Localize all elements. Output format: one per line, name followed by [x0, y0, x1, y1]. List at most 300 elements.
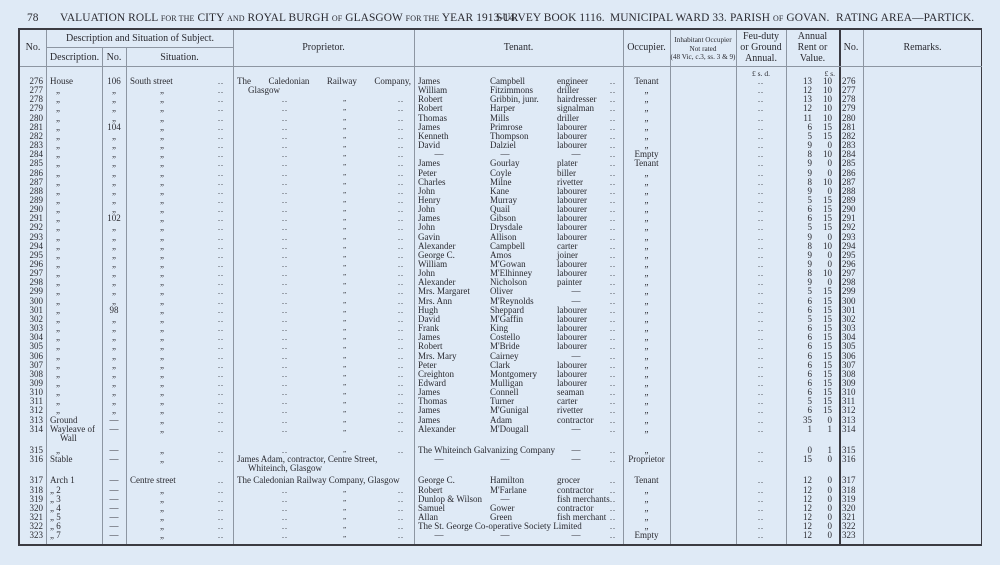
tenant-occupation: labourer: [557, 259, 587, 269]
feu-duty: ..: [758, 513, 764, 523]
ditto-dots: ..: [282, 351, 288, 361]
entry-number: 278: [29, 94, 43, 105]
description: „: [56, 341, 60, 352]
rent-pounds: 6: [807, 387, 812, 398]
leader-dots: ..: [218, 95, 224, 105]
rent-shillings: 15: [823, 323, 832, 334]
ditto-dots: ..: [282, 342, 288, 352]
ditto-dots: ..: [398, 241, 404, 251]
tenant-surname: Turner: [490, 396, 515, 407]
rent-pounds: 8: [807, 268, 812, 279]
feu-duty: ..: [758, 250, 764, 260]
tenant-occupation: rivetter: [557, 405, 583, 416]
house-number: „: [112, 204, 116, 215]
situation: „: [160, 213, 164, 224]
entry-number: 288: [29, 185, 43, 196]
tenant-first-name: James: [418, 76, 440, 86]
entry-number: 293: [29, 231, 43, 242]
situation: „: [160, 405, 164, 416]
ditto-mark: „: [343, 397, 347, 406]
ditto-dots: ..: [282, 104, 288, 114]
leader-dots: ..: [610, 269, 616, 279]
house-number: —: [109, 454, 119, 465]
situation: „: [160, 85, 164, 96]
ditto-dots: ..: [398, 278, 404, 288]
rent-pounds: 12: [803, 521, 812, 532]
col-header-description-group: Description and Situation of Subject.: [65, 33, 215, 44]
situation: „: [160, 387, 164, 398]
leader-dots: ..: [218, 513, 224, 523]
entry-number: 305: [29, 341, 43, 352]
feu-duty: ..: [758, 305, 764, 315]
tenant-first-name: Robert: [418, 103, 443, 114]
situation: „: [160, 158, 164, 169]
description: „: [56, 387, 60, 398]
rent-pounds: 6: [807, 341, 812, 352]
rent-shillings: 15: [823, 313, 832, 324]
situation: „: [160, 484, 164, 495]
house-number: —: [109, 475, 119, 486]
proprietor: The Caledonian Railway Company,: [237, 76, 411, 86]
occupier-status: „: [644, 512, 649, 523]
ditto-dots: ..: [398, 260, 404, 269]
rent-units: £ s.: [824, 69, 835, 78]
entry-number-right: 278: [842, 94, 856, 105]
leader-dots: ..: [218, 250, 224, 260]
feu-duty: ..: [758, 424, 764, 434]
ditto-dots: ..: [398, 415, 404, 425]
tenant-surname: Connell: [490, 387, 519, 398]
rent-shillings: 15: [823, 304, 832, 315]
leader-dots: ..: [610, 476, 616, 486]
house-number: 106: [107, 76, 121, 86]
description: „: [56, 295, 60, 306]
rent-shillings: 15: [823, 359, 832, 370]
tenant-surname: M'Gaffin: [490, 313, 523, 324]
tenant-surname: Coyle: [490, 167, 512, 178]
leader-dots: ..: [610, 296, 616, 306]
ditto-dots: ..: [282, 324, 288, 334]
feu-duty: ..: [758, 195, 764, 205]
tenant-surname: Green: [490, 512, 512, 523]
tenant-surname: —: [500, 493, 510, 504]
entry-number-right: 294: [842, 240, 856, 251]
tenant-surname: Gibson: [490, 213, 517, 224]
feu-duty: ..: [758, 104, 764, 114]
entry-number: 290: [29, 204, 43, 215]
entry-number: 321: [29, 512, 43, 523]
tenant-surname: Montgomery: [490, 368, 537, 379]
house-number: „: [112, 341, 116, 352]
ditto-dots: ..: [398, 159, 404, 169]
leader-dots: ..: [218, 168, 224, 178]
leader-dots: ..: [218, 296, 224, 306]
occupier-status: Proprietor: [628, 454, 665, 465]
description: Arch 1: [50, 475, 75, 486]
description: „: [56, 445, 60, 455]
feu-duty: ..: [758, 241, 764, 251]
entry-number: 279: [29, 103, 43, 114]
ditto-dots: ..: [398, 131, 404, 141]
situation: „: [160, 112, 164, 123]
occupier-status: „: [644, 249, 649, 260]
house-number: 102: [107, 213, 121, 224]
description: Stable: [50, 454, 73, 465]
occupier-status: „: [644, 332, 649, 343]
entry-number: 308: [29, 368, 43, 379]
ditto-dots: ..: [398, 250, 404, 260]
ditto-dots: ..: [282, 305, 288, 315]
ditto-dots: ..: [282, 287, 288, 297]
description: „: [56, 185, 60, 196]
occupier-status: „: [644, 323, 649, 334]
situation: „: [160, 194, 164, 205]
entry-number-right: 276: [842, 76, 856, 86]
tenant-first-name: Charles: [418, 176, 446, 187]
ditto-mark: „: [343, 388, 347, 397]
situation: „: [160, 259, 164, 269]
situation: „: [160, 304, 164, 315]
leader-dots: ..: [218, 260, 224, 269]
ditto-mark: „: [343, 314, 347, 323]
description: Ground: [50, 414, 78, 425]
occupier-status: „: [644, 121, 649, 132]
tenant-occupation: labourer: [557, 121, 587, 132]
occupier-status: „: [644, 502, 649, 513]
tenant-occupation: plater: [557, 158, 578, 169]
rent-pounds: 6: [807, 332, 812, 343]
situation: „: [160, 149, 164, 160]
rent-pounds: 6: [807, 121, 812, 132]
rent-shillings: 0: [827, 502, 832, 513]
situation: „: [160, 286, 164, 297]
leader-dots: ..: [610, 503, 616, 513]
ditto-dots: ..: [282, 424, 288, 434]
entry-number-right: 299: [842, 286, 856, 297]
feu-duty: ..: [758, 415, 764, 425]
situation: „: [160, 103, 164, 114]
description: „: [56, 149, 60, 160]
feu-duty: ..: [758, 388, 764, 398]
rent-pounds: 9: [807, 167, 812, 178]
occupier-status: „: [644, 414, 649, 425]
ditto-mark: „: [343, 369, 347, 378]
ditto-dots: ..: [398, 223, 404, 233]
tenant-occupation: labourer: [557, 204, 587, 215]
occupier-status: „: [644, 387, 649, 398]
entry-number-right: 293: [842, 231, 856, 242]
ditto-dots: ..: [398, 369, 404, 379]
situation: Centre street: [130, 475, 176, 486]
entry-number-right: 311: [842, 396, 856, 407]
occupier-status: „: [644, 213, 649, 224]
ditto-dots: ..: [398, 177, 404, 187]
rent-shillings: 15: [823, 130, 832, 141]
tenant-surname: Sheppard: [490, 304, 524, 315]
rent-pounds: 35: [803, 414, 812, 425]
house-number: —: [109, 414, 119, 425]
leader-dots: ..: [218, 186, 224, 196]
entry-number-right: 321: [842, 512, 856, 523]
tenant-first-name: —: [434, 530, 444, 541]
rent-shillings: 0: [827, 521, 832, 532]
tenant-occupation: rivetter: [557, 176, 583, 187]
leader-dots: ..: [610, 278, 616, 288]
ditto-dots: ..: [398, 214, 404, 224]
ditto-dots: ..: [398, 122, 404, 132]
description: „ 5: [50, 512, 61, 523]
rent-shillings: 0: [827, 249, 832, 260]
description: „ 3: [50, 493, 61, 504]
rent-shillings: 10: [823, 112, 832, 123]
house-number: „: [112, 295, 116, 306]
description: „ 6: [50, 521, 61, 532]
tenant-first-name: Mrs. Margaret: [418, 286, 470, 297]
col-header-no: No.: [25, 42, 41, 53]
tenant-first-name: Robert: [418, 484, 443, 495]
ditto-dots: ..: [282, 360, 288, 370]
situation: „: [160, 130, 164, 141]
leader-dots: ..: [610, 305, 616, 315]
rent-pounds: 13: [803, 94, 812, 105]
feu-duty: ..: [758, 214, 764, 224]
ditto-dots: ..: [398, 522, 404, 532]
ditto-dots: ..: [398, 168, 404, 178]
tenant-first-name: Peter: [418, 167, 437, 178]
leader-dots: ..: [218, 287, 224, 297]
rent-shillings: 0: [827, 231, 832, 242]
occupier-status: „: [644, 85, 649, 96]
entry-number-right: 290: [842, 204, 856, 215]
tenant-surname: Oliver: [490, 286, 513, 297]
description: „: [56, 130, 60, 141]
house-number: „: [112, 140, 116, 151]
ditto-mark: „: [343, 232, 347, 241]
leader-dots: ..: [610, 131, 616, 141]
description: „: [56, 231, 60, 242]
occupier-status: „: [644, 94, 649, 105]
leader-dots: ..: [610, 77, 616, 86]
tenant-occupation: labourer: [557, 341, 587, 352]
occupier-status: „: [644, 268, 649, 279]
tenant-first-name: Creighton: [418, 368, 454, 379]
ditto-dots: ..: [398, 269, 404, 279]
leader-dots: ..: [218, 113, 224, 123]
tenant-first-name: Thomas: [418, 396, 447, 407]
occupier-status: Empty: [634, 149, 659, 160]
leader-dots: ..: [610, 86, 616, 96]
description: Wayleave of: [50, 423, 95, 434]
rent-pounds: 12: [803, 103, 812, 114]
tenant-occupation: signalman: [557, 103, 594, 114]
situation: „: [160, 140, 164, 151]
rent-shillings: 10: [823, 268, 832, 279]
feu-duty: ..: [758, 397, 764, 407]
entry-number-right: 302: [842, 313, 856, 324]
entry-number-right: 284: [842, 149, 856, 160]
house-number: „: [112, 231, 116, 242]
tenant-surname: Amos: [490, 249, 512, 260]
occupier-status: „: [644, 103, 649, 114]
entry-number: 291: [29, 213, 43, 224]
ditto-dots: ..: [398, 195, 404, 205]
occupier-status: Tenant: [634, 76, 659, 86]
rent-shillings: 0: [827, 167, 832, 178]
tenant-surname: M'Gunigal: [490, 405, 529, 416]
leader-dots: ..: [610, 113, 616, 123]
tenant-occupation: labourer: [557, 130, 587, 141]
ditto-mark: „: [343, 278, 347, 287]
occupier-status: „: [644, 445, 649, 455]
entry-number: 307: [29, 359, 43, 370]
entry-number: 277: [29, 85, 43, 96]
ditto-mark: „: [343, 351, 347, 360]
ditto-mark: „: [343, 159, 347, 168]
ditto-mark: „: [343, 531, 347, 540]
tenant-first-name: David: [418, 140, 440, 151]
ditto-mark: „: [343, 485, 347, 494]
ditto-dots: ..: [282, 513, 288, 523]
ditto-mark: „: [343, 260, 347, 268]
leader-dots: ..: [218, 351, 224, 361]
rent-pounds: 9: [807, 277, 812, 288]
entry-number-right: 318: [842, 484, 856, 495]
rent-shillings: 15: [823, 405, 832, 416]
description: „ 7: [50, 530, 61, 541]
leader-dots: ..: [218, 150, 224, 160]
feu-duty: ..: [758, 446, 764, 455]
situation: „: [160, 377, 164, 388]
tenant-first-name: James: [418, 405, 440, 416]
description: „: [56, 213, 60, 224]
rent-pounds: 1: [807, 423, 812, 434]
description: „: [56, 112, 60, 123]
description: „: [56, 359, 60, 370]
tenant-surname: M'Elhinney: [490, 268, 533, 279]
entry-number: 312: [29, 405, 43, 416]
house-number: „: [112, 222, 116, 233]
tenant-first-name: George C.: [418, 475, 455, 486]
entry-number: 311: [29, 396, 43, 407]
entry-number-right: 304: [842, 332, 856, 343]
ditto-dots: ..: [398, 446, 404, 455]
tenant-first-name: James: [418, 213, 440, 224]
situation: „: [160, 368, 164, 379]
ditto-dots: ..: [282, 232, 288, 242]
rent-pounds: 5: [807, 396, 812, 407]
tenant-surname: Clark: [490, 359, 510, 370]
tenant-first-name: Robert: [418, 341, 443, 352]
rent-pounds: 5: [807, 194, 812, 205]
feu-duty: ..: [758, 378, 764, 388]
occupier-status: „: [644, 130, 649, 141]
entry-number: 322: [29, 521, 43, 532]
leader-dots: ..: [218, 223, 224, 233]
tenant-first-name: Gavin: [418, 231, 440, 242]
ditto-dots: ..: [282, 186, 288, 196]
feu-duty: ..: [758, 351, 764, 361]
feu-duty: ..: [758, 476, 764, 486]
ditto-dots: ..: [398, 296, 404, 306]
house-number: —: [109, 493, 119, 504]
proprietor: James Adam, contractor, Centre Street,: [237, 454, 378, 465]
description: „: [56, 313, 60, 324]
ditto-dots: ..: [398, 232, 404, 242]
leader-dots: ..: [610, 214, 616, 224]
tenant-first-name: John: [418, 222, 436, 233]
leader-dots: ..: [610, 415, 616, 425]
tenant-occupation: painter: [557, 277, 582, 288]
ditto-dots: ..: [282, 205, 288, 215]
rent-shillings: 0: [827, 454, 832, 465]
description: „: [56, 176, 60, 187]
leader-dots: ..: [218, 195, 224, 205]
ditto-dots: ..: [398, 141, 404, 151]
tenant-surname: Cairney: [490, 350, 519, 361]
feu-duty: ..: [758, 205, 764, 215]
entry-number-right: 315: [842, 445, 856, 455]
ditto-dots: ..: [398, 324, 404, 334]
ditto-dots: ..: [398, 287, 404, 297]
occupier-status: „: [644, 493, 649, 504]
tenant-first-name: Edward: [418, 377, 446, 388]
feu-duty: ..: [758, 77, 764, 86]
leader-dots: ..: [610, 287, 616, 297]
feu-duty: ..: [758, 122, 764, 132]
ditto-dots: ..: [398, 424, 404, 434]
ditto-mark: „: [343, 305, 347, 314]
situation: „: [160, 313, 164, 324]
entry-number: 303: [29, 323, 43, 334]
occupier-status: „: [644, 368, 649, 379]
ditto-dots: ..: [282, 141, 288, 151]
house-number: „: [112, 313, 116, 324]
rent-shillings: 15: [823, 350, 832, 361]
tenant-first-name: Robert: [418, 94, 443, 105]
col-header-inhabitant: Inhabitant Occupier Not rated (48 Vic, c.3, ss. 3 & 9): [670, 36, 736, 61]
feu-duty: ..: [758, 278, 764, 288]
tenant-surname: Fitzimmons: [490, 85, 534, 96]
entry-number-right: 314: [842, 423, 856, 434]
rent-pounds: 6: [807, 350, 812, 361]
rent-shillings: 15: [823, 332, 832, 343]
leader-dots: ..: [218, 104, 224, 114]
rent-shillings: 15: [823, 396, 832, 407]
col-header-feu-duty: Feu-duty or Ground Annual.: [740, 31, 782, 64]
leader-dots: ..: [218, 406, 224, 416]
feu-duty: ..: [758, 369, 764, 379]
situation: „: [160, 240, 164, 251]
description: „: [56, 167, 60, 178]
leader-dots: ..: [218, 333, 224, 343]
leader-dots: ..: [218, 77, 224, 86]
occupier-status: „: [644, 240, 649, 251]
rent-shillings: 0: [827, 185, 832, 196]
entry-number: 318: [29, 484, 43, 495]
tenant-first-name: William: [418, 85, 448, 96]
col-header-situation: Situation.: [160, 52, 199, 63]
situation: „: [160, 222, 164, 233]
leader-dots: ..: [610, 168, 616, 178]
tenant-surname: Campbell: [490, 240, 525, 251]
ditto-dots: ..: [398, 205, 404, 215]
entry-number-right: 323: [842, 530, 856, 541]
tenant-surname: M'Gowan: [490, 259, 526, 269]
tenant-first-name: Hugh: [418, 304, 438, 315]
ditto-dots: ..: [282, 260, 288, 269]
feu-duty: ..: [758, 95, 764, 105]
tenant-occupation: —: [571, 454, 581, 465]
